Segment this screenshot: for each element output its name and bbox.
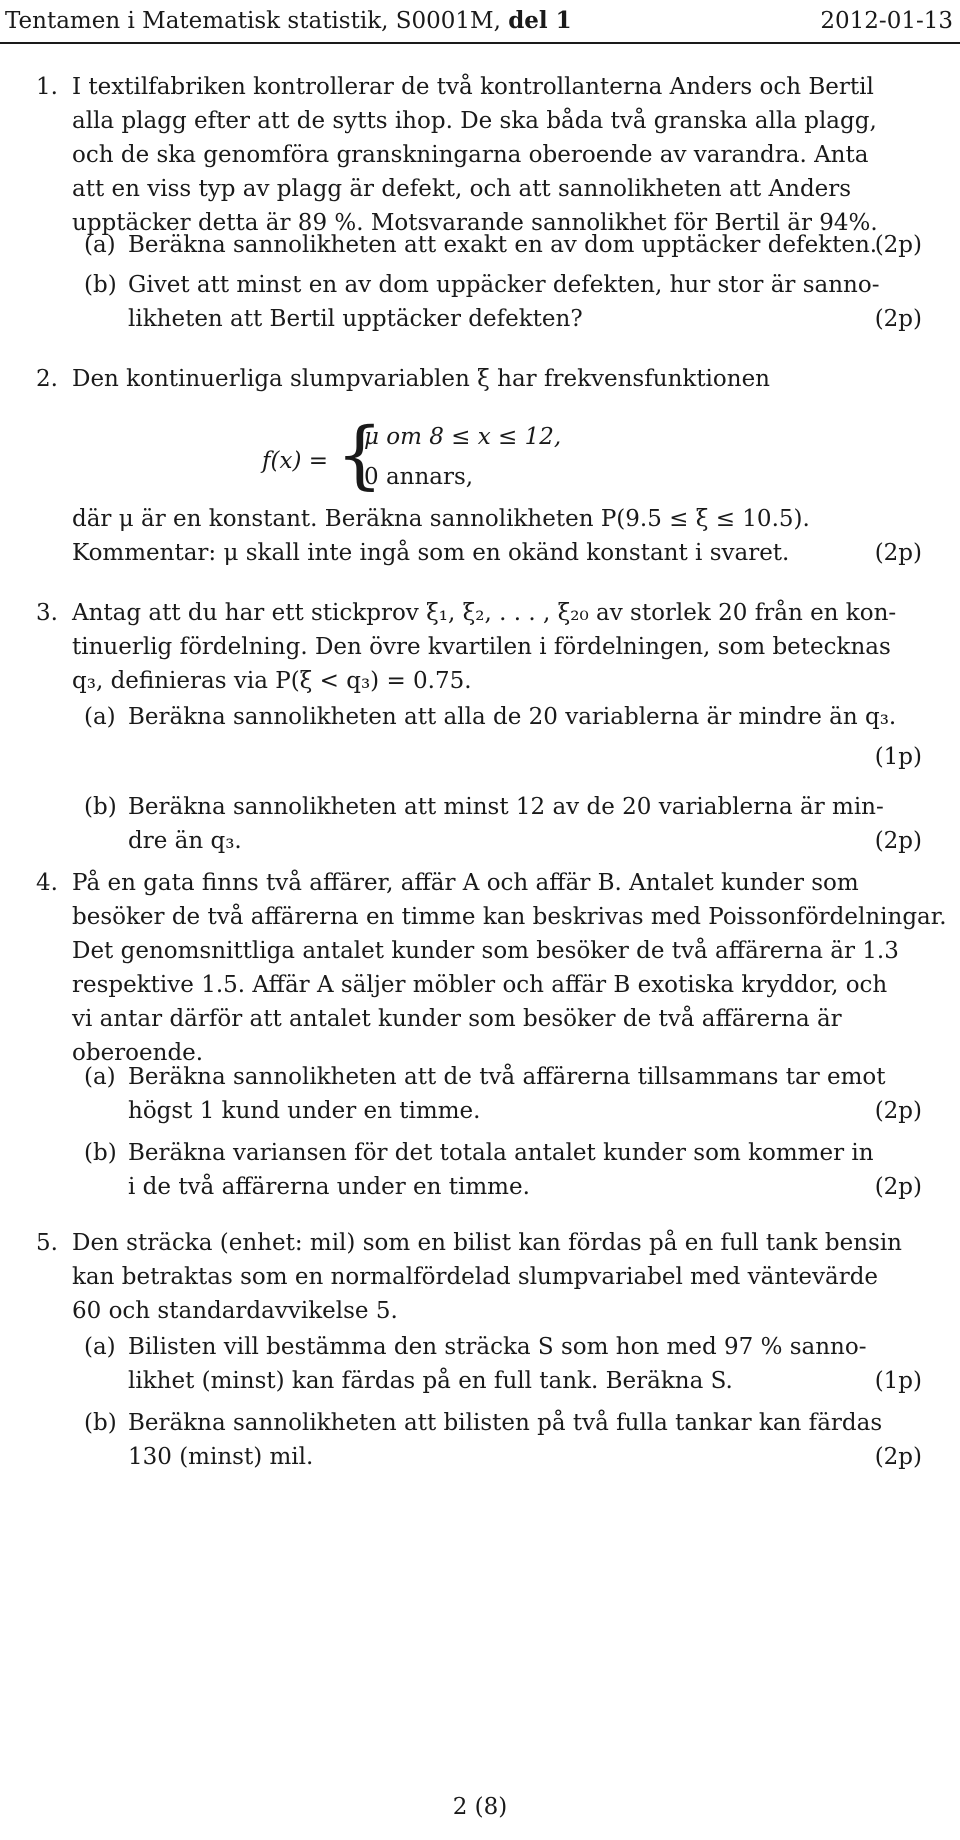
points-label: (2p) [874, 232, 922, 258]
subquestion-text: i de två affärerna under en timme. [128, 1174, 530, 1200]
points-label: (2p) [874, 1098, 922, 1124]
points-label: (2p) [874, 1444, 922, 1470]
question-text: På en gata finns två affärer, affär A och affär B. Antalet kunder som besöker de två affärerna en timme kan beskrivas med Poissonfördelningar. Det genomsnittliga antalet kunder som besöker de två affärerna är 1.3 respektive 1.5. Affär A säljer möbler och affär B exotiska kryddor, och vi antar därför att antalet kunder som besöker de två affärerna är oberoende. [72, 870, 947, 1066]
points-label: (2p) [874, 1174, 922, 1200]
points-label: (2p) [874, 540, 922, 566]
subquestion-text: högst 1 kund under en timme. [128, 1098, 481, 1124]
subquestion-label: (b) [84, 1410, 117, 1436]
formula-case-2: 0 annars, [364, 464, 474, 490]
header-rule [0, 42, 960, 44]
subquestion-text: Beräkna sannolikheten att bilisten på två fulla tankar kan färdas [128, 1410, 883, 1436]
formula-case-1: μ om 8 ≤ x ≤ 12, [364, 424, 562, 450]
exam-date: 2012-01-13 [820, 8, 953, 34]
points-label: (1p) [874, 744, 922, 770]
subquestion-label: (a) [84, 1064, 116, 1090]
subquestion-label: (b) [84, 272, 117, 298]
points-label: (1p) [874, 1368, 922, 1394]
subquestion-text: Beräkna sannolikheten att minst 12 av de 20 variablerna är min- [128, 794, 884, 820]
question-text: Den sträcka (enhet: mil) som en bilist kan fördas på en full tank bensin kan betraktas som en normalfördelad slumpvariabel med väntevärde 60 och standardavvikelse 5. [72, 1230, 902, 1324]
page-header [0, 4, 960, 40]
question-number: 1. [36, 74, 58, 100]
question-number: 2. [36, 366, 58, 392]
page-number: 2 (8) [452, 1794, 508, 1820]
subquestion-text: dre än q₃. [128, 828, 242, 854]
question-number: 4. [36, 870, 58, 896]
question-number: 3. [36, 600, 58, 626]
subquestion-text: Beräkna sannolikheten att exakt en av dom upptäcker defekten. [128, 232, 878, 258]
question-text: Antag att du har ett stickprov ξ₁, ξ₂, . . . , ξ₂₀ av storlek 20 från en kon- tinuerlig fördelning. Den övre kvartilen i fördelningen, som betecknas q₃, definieras via P(ξ < q₃) = 0.75. [72, 600, 897, 694]
subquestion-text: Beräkna sannolikheten att alla de 20 variablerna är mindre än q₃. [128, 704, 897, 730]
points-label: (2p) [874, 306, 922, 332]
subquestion-text: likhet (minst) kan färdas på en full tank. Beräkna S. [128, 1368, 733, 1394]
question-text: där μ är en konstant. Beräkna sannolikheten P(9.5 ≤ ξ ≤ 10.5). [72, 506, 810, 532]
curly-brace-icon: { [336, 412, 384, 498]
subquestion-text: Beräkna sannolikheten att de två affärerna tillsammans tar emot [128, 1064, 886, 1090]
subquestion-label: (b) [84, 794, 117, 820]
subquestion-label: (a) [84, 1334, 116, 1360]
exam-part: del 1 [508, 7, 572, 34]
question-text: Den kontinuerliga slumpvariablen ξ har frekvensfunktionen [72, 366, 770, 392]
question-text: I textilfabriken kontrollerar de två kontrollanterna Anders och Bertil alla plagg efter att de sytts ihop. De ska båda två granska alla plagg, och de ska genomföra granskningarna oberoende av varandra. Anta att en viss typ av plagg är defekt, och att sannolikheten att Anders upptäcker detta är 89 %. Motsvarande sannolikhet för Bertil är 94%. [72, 74, 878, 236]
subquestion-text: Givet att minst en av dom uppäcker defekten, hur stor är sanno- [128, 272, 880, 298]
exam-title: Tentamen i Matematisk statistik, S0001M, del 1 [5, 7, 572, 34]
subquestion-label: (a) [84, 704, 116, 730]
question-number: 5. [36, 1230, 58, 1256]
subquestion-label: (b) [84, 1140, 117, 1166]
subquestion-text: Beräkna variansen för det totala antalet kunder som kommer in [128, 1140, 874, 1166]
question-comment: Kommentar: μ skall inte ingå som en okänd konstant i svaret. [72, 540, 790, 566]
subquestion-text: 130 (minst) mil. [128, 1444, 314, 1470]
subquestion-text: likheten att Bertil upptäcker defekten? [128, 306, 583, 332]
subquestion-label: (a) [84, 232, 116, 258]
formula-lhs: f(x) = [262, 448, 329, 474]
subquestion-text: Bilisten vill bestämma den sträcka S som hon med 97 % sanno- [128, 1334, 867, 1360]
points-label: (2p) [874, 828, 922, 854]
